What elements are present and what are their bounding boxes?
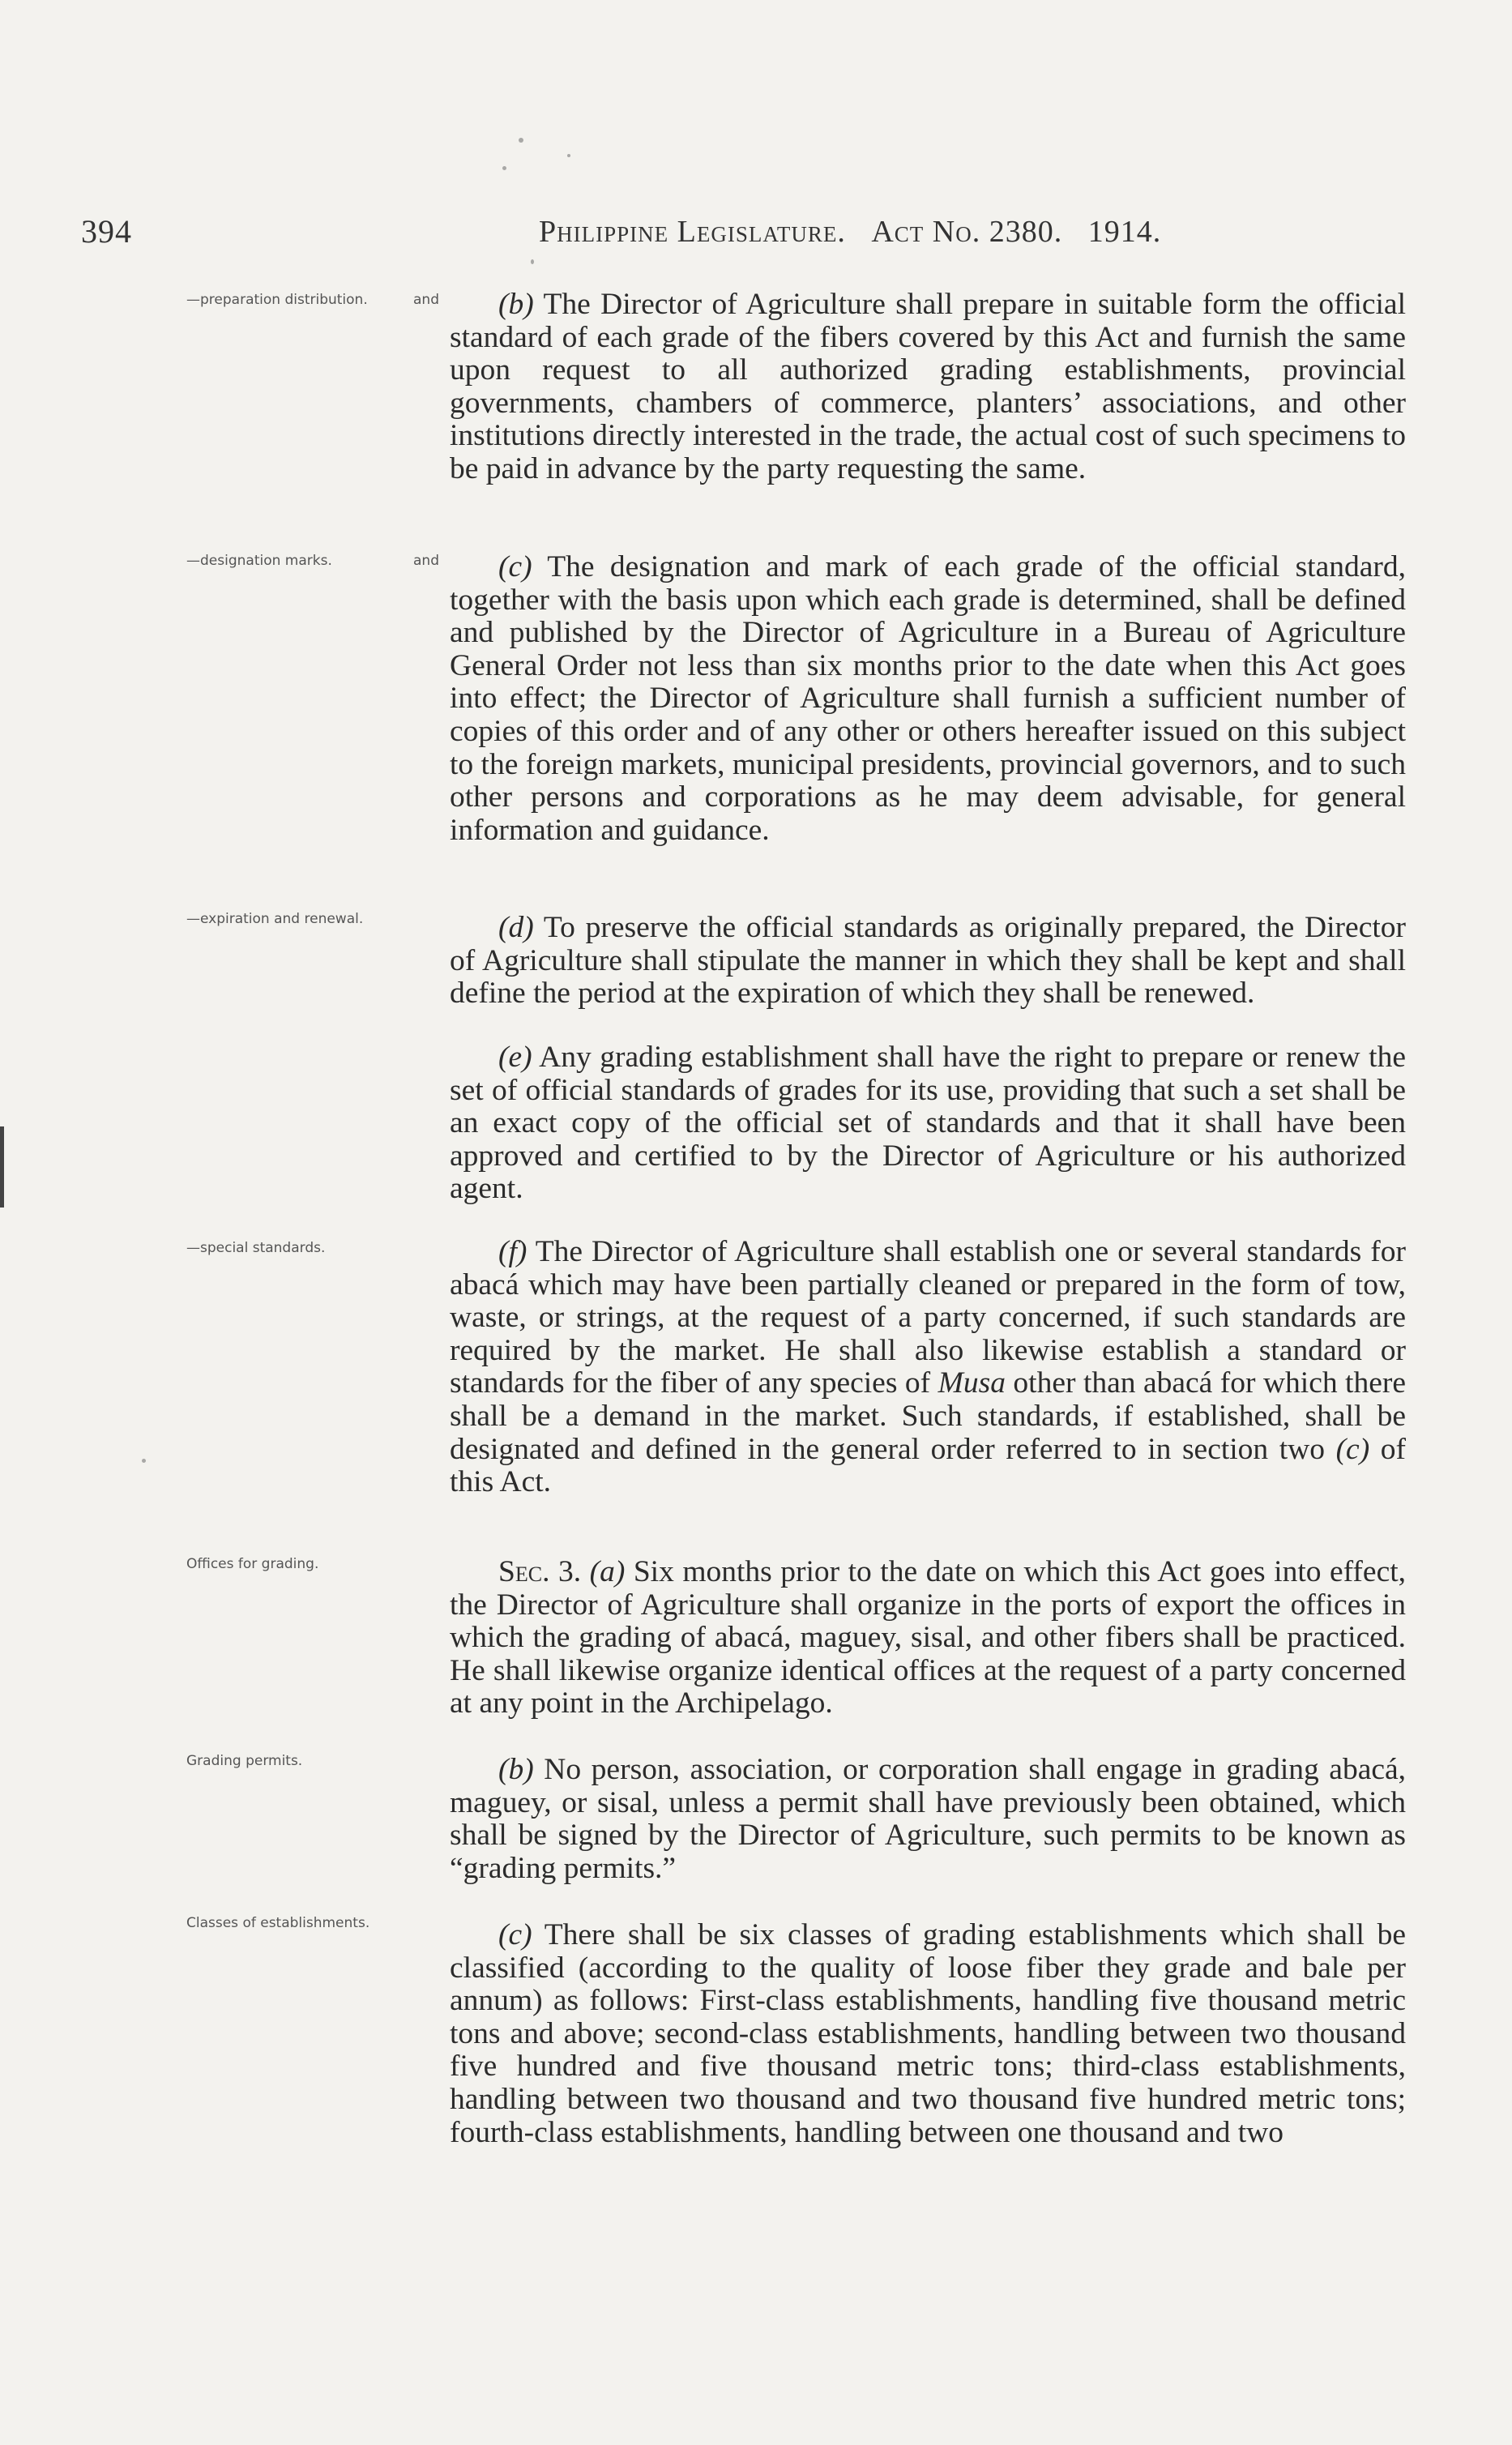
section-heading: Sec. 3. (498, 1555, 582, 1588)
margin-note-grading-permits (186, 1753, 454, 1769)
header-title-initial: P (539, 215, 557, 249)
margin-note-text: —special standards. (186, 1240, 326, 1256)
margin-note-classes (186, 1915, 454, 1931)
italic-term: Musa (938, 1366, 1006, 1400)
paragraph-label: (a) (589, 1555, 626, 1588)
print-speck (502, 166, 506, 170)
margin-note-text: —expiration and renewal. (186, 911, 364, 927)
paragraph-label: (c) (498, 1918, 532, 1951)
margin-note-text: Grading permits. (186, 1753, 303, 1769)
section-reference: (c) (1335, 1432, 1370, 1466)
paragraph-f (450, 1236, 1406, 1499)
paragraph-text: Six months prior to the date on which this Act goes into effect, the Director of Agriculture shall organize in the ports of export the offices in which the grading of abacá, maguey, sisal, and other fibers shall be practiced. He shall likewise organize identical offices at the request of a party concerned at any point in the Archipelago. (450, 1555, 1407, 1720)
margin-note-offices (186, 1556, 454, 1572)
margin-note-preparation (186, 292, 454, 308)
paragraph-text: No person, association, or corporation shall engage in grading abacá, maguey, or sisal, unless a permit shall have previously been obtained, which shall be signed by the Director of Agriculture, such permits to be known as “grading permits.” (450, 1753, 1407, 1885)
running-header (539, 214, 1161, 250)
paragraph-sec3-c (450, 1919, 1406, 2149)
header-title: hilippine Legislature. (557, 215, 846, 249)
scan-edge-mark (0, 1126, 4, 1208)
paragraph-text: There shall be six classes of grading establishments which shall be classified (according to the quality of loose fiber they grade and bale per annum) as follows: First-class establishments, handling five thousand metric tons and above; second-class establishments, handling between two thousand five hundred and five thousand metric tons; third-class establishments, handling between two thousand and two thousand five hundred metric tons; fourth-class establishments, handling between one thousand and two (450, 1918, 1406, 2149)
print-speck (519, 138, 523, 143)
paragraph-sec3-a (450, 1556, 1406, 1720)
print-speck (142, 1459, 146, 1463)
header-year: 1914. (1087, 215, 1162, 249)
paragraph-d (450, 912, 1406, 1011)
header-act: Act No. 2380. (871, 215, 1063, 249)
paragraph-text: Any grading establishment shall have the right to prepare or renew the set of official standards of grades for its use, providing that such a set shall be an exact copy of the official set of standards and that it shall have been approved and certified to by the Director of Agriculture or his authorized agent. (450, 1041, 1406, 1206)
margin-note-text: Offices for grading. (186, 1556, 319, 1572)
paragraph-sec3-b (450, 1754, 1406, 1885)
margin-note-text: —preparation distribution. (186, 292, 368, 308)
paragraph-label: (d) (498, 911, 534, 944)
paragraph-text: The designation and mark of each grade of the official standard, together with the basis upon which each grade is determined, shall be defined and published by the Director of Agriculture in a Bureau of Agriculture General Order not less than six months prior to the date when this Act goes into effect; the Director of Agriculture shall furnish a sufficient number of copies of this order and of any other or others hereafter issued on this subject to the foreign markets, municipal presidents, provincial governors, and to such other persons and corporations as he may deem advisable, for general information and guidance. (450, 550, 1407, 847)
print-speck (531, 259, 534, 264)
margin-note-special-standards (186, 1240, 454, 1256)
margin-note-designation (186, 553, 454, 569)
margin-note-and: and (413, 553, 439, 569)
paragraph-label: (b) (498, 1753, 534, 1786)
paragraph-text: The Director of Agriculture shall prepare in suitable form the official standard of each grade of the fibers covered by this Act and furnish the same upon request to all authorized grading establishments, provincial governments, chambers of commerce, planters’ associations, and other institutions directly interested in the trade, the actual cost of such specimens to be paid in advance by the party requesting the same. (450, 288, 1406, 485)
paragraph-text: To preserve the official standards as originally prepared, the Director of Agriculture shall stipulate the manner in which they shall be kept and shall define the period at the expiration of which they shall be renewed. (450, 911, 1406, 1011)
paragraph-text: of this Act. (450, 1432, 1406, 1499)
paragraph-label: (c) (498, 550, 532, 583)
paragraph-e (450, 1041, 1406, 1206)
margin-note-expiration (186, 911, 454, 927)
print-speck (567, 154, 570, 157)
paragraph-c (450, 551, 1406, 847)
paragraph-text: The Director of Agriculture shall establish one or several standards for abacá which may have been partially cleaned or prepared in the form of tow, waste, or strings, at the request of a party concerned, if such standards are required by the market. He shall also likewise establish a standard or standards for the fiber of any species of (450, 1235, 1406, 1400)
paragraph-label: (e) (498, 1041, 532, 1074)
page-number: 394 (81, 213, 132, 250)
margin-note-text: —designation marks. (186, 553, 332, 569)
margin-note-and: and (413, 292, 439, 308)
paragraph-label: (b) (498, 288, 534, 321)
paragraph-label: (f) (498, 1235, 527, 1268)
paragraph-text: other than abacá for which there shall be a demand in the market. Such standards, if established, shall be designated and defined in the general order referred to in section two (450, 1366, 1407, 1466)
margin-note-text: Classes of establishments. (186, 1915, 370, 1931)
paragraph-b (450, 289, 1406, 486)
